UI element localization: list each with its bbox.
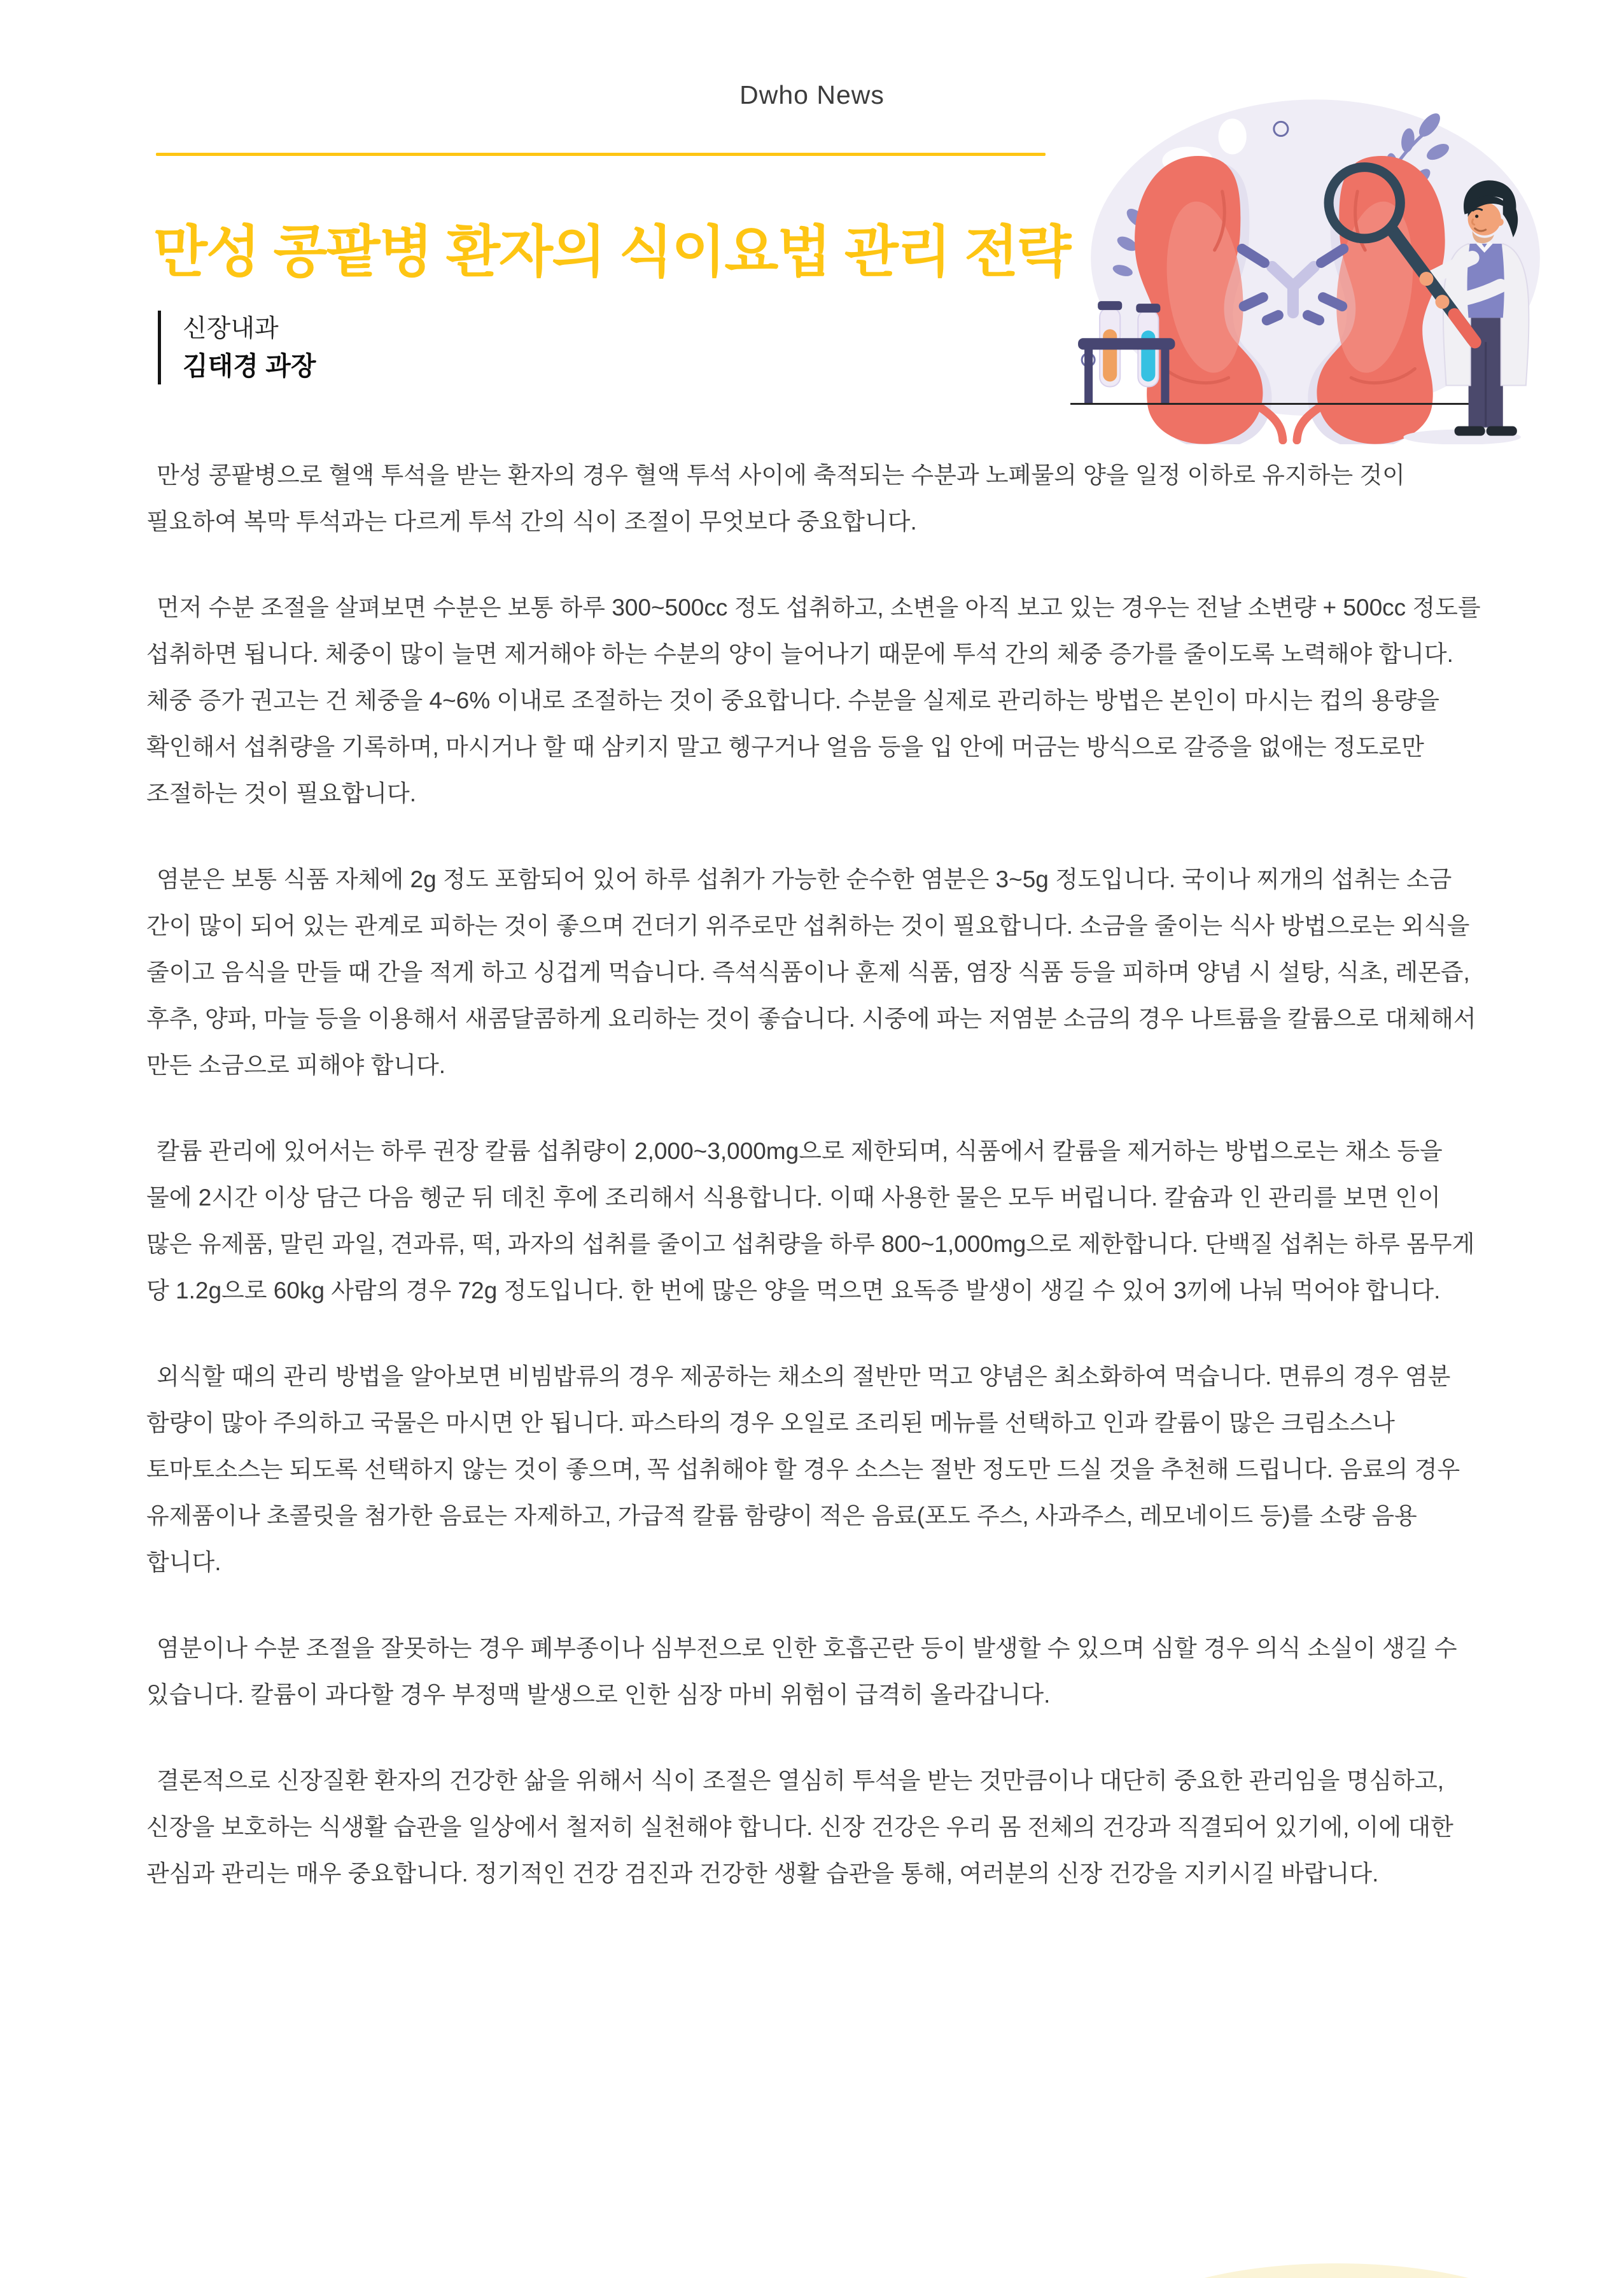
article-paragraph: 칼륨 관리에 있어서는 하루 권장 칼륨 섭취량이 2,000~3,000mg으로 제한되며, 식품에서 칼륨을 제거하는 방법으로는 채소 등을 물에 2시간 이상 담근 다음 헹군 뒤 데친 후에 조리해서 식용합니다. 이때 사용한 물은 모두 버립니다. 칼슘과 인 관리를 보면 인이 많은 유제품, 말린 과일, 견과류, 떡, 과자의 섭취를 줄이고 섭취량을 하루 800~1,000mg으로 제한합니다. 단백질 섭취는 하루 몸무게 당 1.2g으로 60kg 사람의 경우 72g 정도입니다. 한 번에 많은 양을 먹으면 요독증 발생이 생길 수 있어 3끼에 나눠 먹어야 합니다.: [146, 1138, 1475, 1304]
page-title: 만성 콩팥병 환자의 식이요법 관리 전략: [153, 220, 1070, 283]
masthead: Dwho News: [739, 80, 885, 109]
article-paragraph: 먼저 수분 조절을 살펴보면 수분은 보통 하루 300~500cc 정도 섭취하고, 소변을 아직 보고 있는 경우는 전날 소변량 + 500cc 정도를 섭취하면 됩니다. 체중이 많이 늘면 제거해야 하는 수분의 양이 늘어나기 때문에 투석 간의 체중 증가를 줄이도록 노력해야 합니다. 체중 증가 권고는 건 체중을 4~6% 이내로 조절하는 것이 중요합니다. 수분을 실제로 관리하는 방법은 본인이 마시는 컵의 용량을 확인해서 섭취량을 기록하며, 마시거나 할 때 삼키지 말고 헹구거나 얼음 등을 입 안에 머금는 방식으로 갈증을 없애는 정도로만 조절하는 것이 필요합니다.: [146, 594, 1481, 806]
byline: [158, 311, 316, 384]
article-paragraph: 외식할 때의 관리 방법을 알아보면 비빔밥류의 경우 제공하는 채소의 절반만 먹고 양념은 최소화하여 먹습니다. 면류의 경우 염분 함량이 많아 주의하고 국물은 마시면 안 됩니다. 파스타의 경우 오일로 조리된 메뉴를 선택하고 인과 칼륨이 많은 크림소스나 토마토소스는 되도록 선택하지 않는 것이 좋으며, 꼭 섭취해야 할 경우 소스는 절반 정도만 드실 것을 추천해 드립니다. 음료의 경우 유제품이나 초콜릿을 첨가한 음료는 자제하고, 가급적 칼륨 함량이 적은 음료(포도 주스, 사과주스, 레모네이드 등)를 소량 음용 합니다.: [146, 1363, 1460, 1575]
byline-author: 김태경 과장: [183, 351, 316, 381]
title-divider-line: [156, 153, 1046, 156]
corner-accent-shape: [1125, 2263, 1548, 2278]
article-paragraph: 만성 콩팥병으로 혈액 투석을 받는 환자의 경우 혈액 투석 사이에 축적되는 수분과 노폐물의 양을 일정 이하로 유지하는 것이 필요하여 복막 투석과는 다르게 투석 간의 식이 조절이 무엇보다 중요합니다.: [146, 462, 1405, 535]
kidneys-doctor-illustration: [1061, 87, 1565, 444]
article-paragraph: 결론적으로 신장질환 환자의 건강한 삶을 위해서 식이 조절은 열심히 투석을 받는 것만큼이나 대단히 중요한 관리임을 명심하고, 신장을 보호하는 식생활 습관을 일상에서 철저히 실천해야 합니다. 신장 건강은 우리 몸 전체의 건강과 직결되어 있기에, 이에 대한 관심과 관리는 매우 중요합니다. 정기적인 건강 검진과 건강한 생활 습관을 통해, 여러분의 신장 건강을 지키시길 바랍니다.: [146, 1768, 1453, 1887]
byline-department: 신장내과: [183, 315, 279, 342]
kidneys-doctor-illustration-svg: [1061, 87, 1565, 444]
article-paragraph: 염분은 보통 식품 자체에 2g 정도 포함되어 있어 하루 섭취가 가능한 순수한 염분은 3~5g 정도입니다. 국이나 찌개의 섭취는 소금 간이 많이 되어 있는 관계로 피하는 것이 좋으며 건더기 위주로만 섭취하는 것이 필요합니다. 소금을 줄이는 식사 방법으로는 외식을 줄이고 음식을 만들 때 간을 적게 하고 싱겁게 먹습니다. 즉석식품이나 훈제 식품, 염장 식품 등을 피하며 양념 시 설탕, 식초, 레몬즙, 후추, 양파, 마늘 등을 이용해서 새콤달콤하게 요리하는 것이 좋습니다. 시중에 파는 저염분 소금의 경우 나트륨을 칼륨으로 대체해서 만든 소금으로 피해야 합니다.: [146, 866, 1476, 1078]
article-paragraph: 염분이나 수분 조절을 잘못하는 경우 폐부종이나 심부전으로 인한 호흡곤란 등이 발생할 수 있으며 심할 경우 의식 소실이 생길 수 있습니다. 칼륨이 과다할 경우 부정맥 발생으로 인한 심장 마비 위험이 급격히 올라갑니다.: [146, 1635, 1457, 1708]
article-body: [146, 452, 1489, 1936]
